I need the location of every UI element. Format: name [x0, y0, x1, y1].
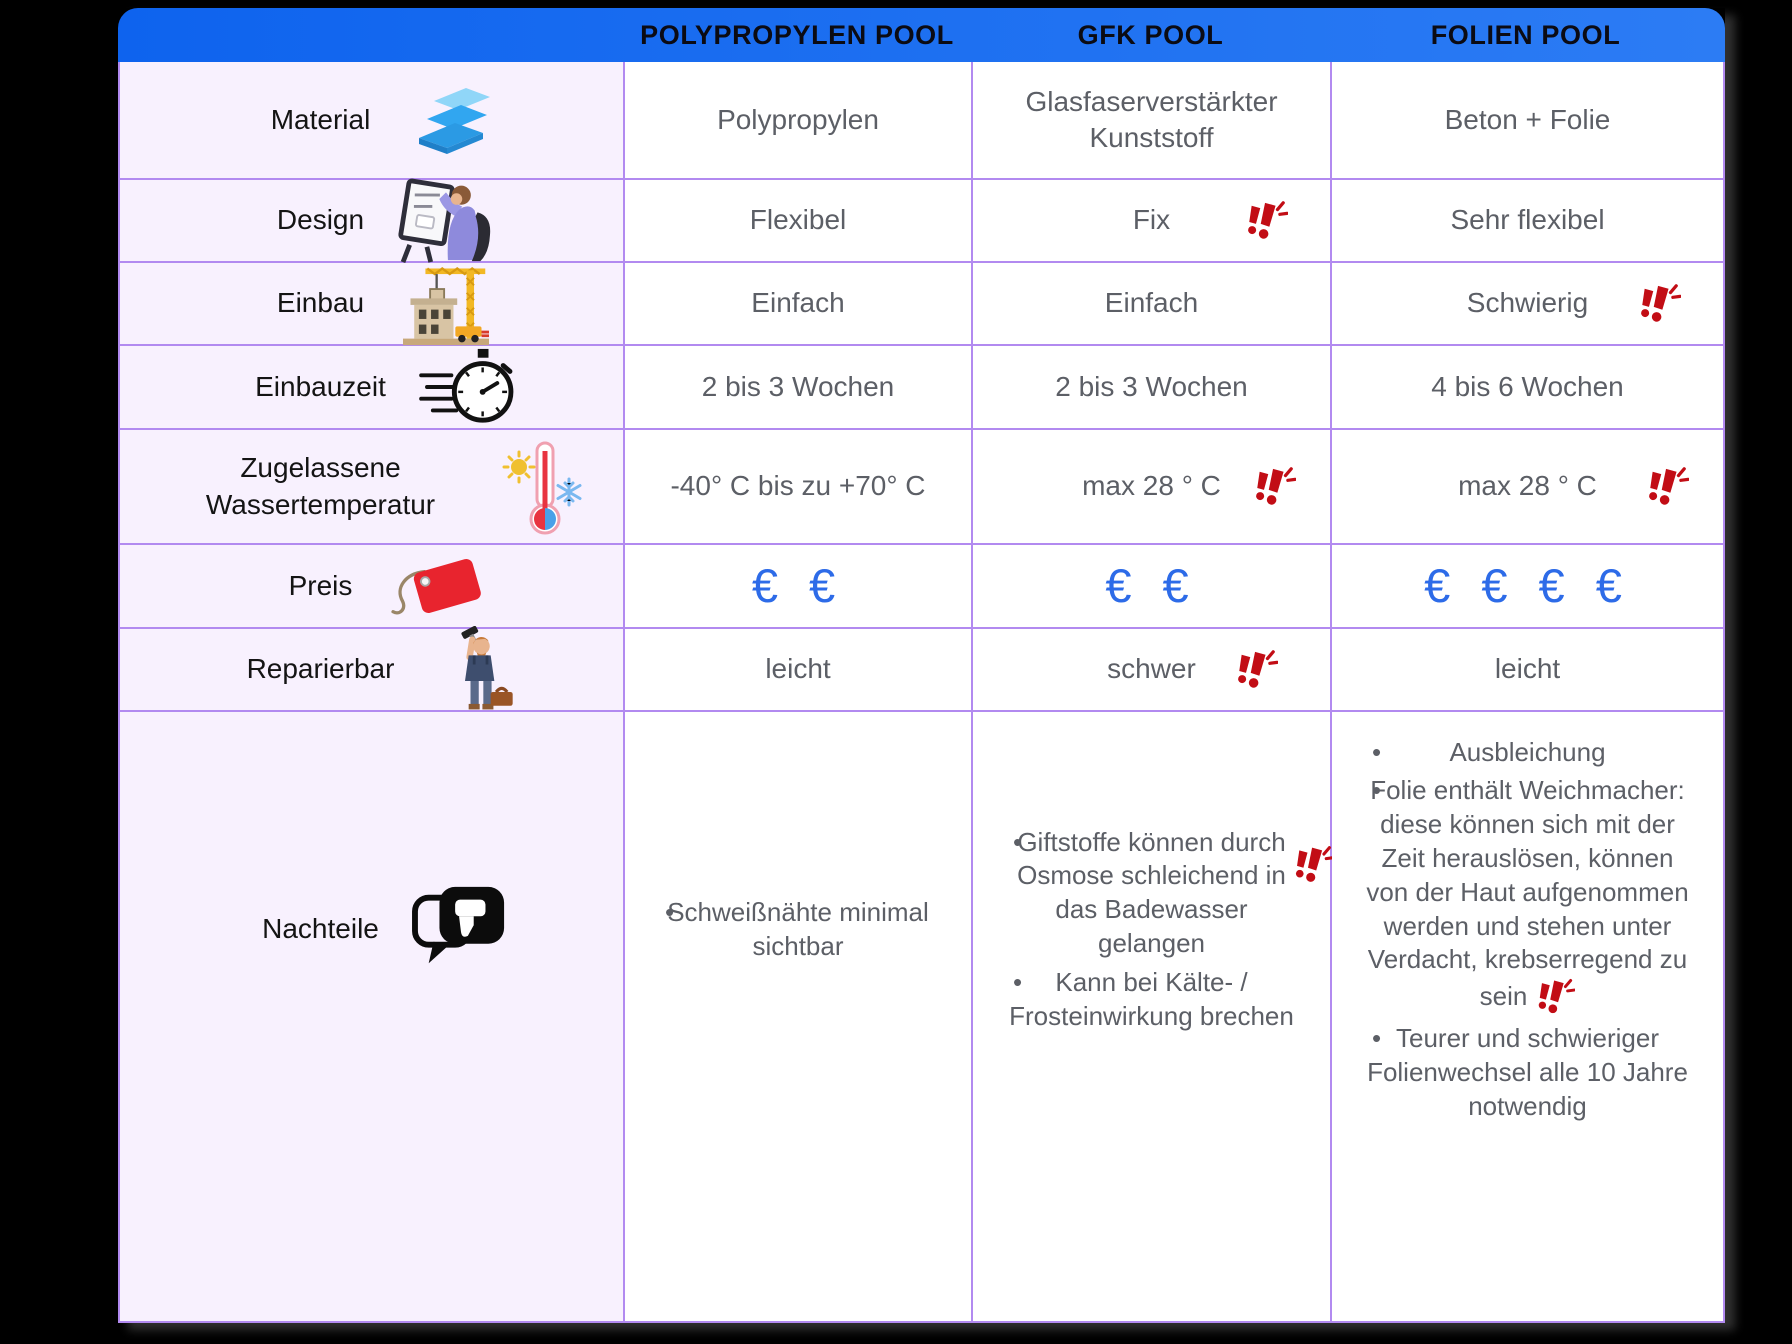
cell-preis-polypropylen: [625, 545, 971, 627]
cell-text: Einfach: [1104, 287, 1199, 319]
header-folien-pool: FOLIEN POOL: [1430, 19, 1621, 50]
row-label-einbauzeit: [120, 346, 623, 428]
row-label-material: [120, 62, 623, 178]
price-euros: € €: [1105, 559, 1198, 613]
cell-wassertemperatur-folien: [1332, 430, 1723, 543]
cell-text: Schwierig: [1466, 287, 1589, 319]
nachteil-text: Schweißnähte minimal sichtbar: [667, 896, 929, 961]
header-polypropylen-pool: POLYPROPYLEN POOL: [640, 19, 954, 50]
cell-einbau-gfk: [973, 263, 1330, 344]
cell-text: 2 bis 3 Wochen: [1055, 370, 1248, 402]
cell-design-folien: [1332, 180, 1723, 261]
cell-text: Einfach: [751, 287, 845, 319]
nachteil-text: Ausbleichung: [1449, 736, 1606, 767]
row-label-preis: [120, 545, 623, 627]
price-euros: € € € €: [1424, 559, 1631, 613]
row-label-reparierbar: [120, 629, 623, 710]
red-price-tag-icon: [378, 546, 490, 626]
nachteil-item: [625, 896, 971, 964]
header-gfk-pool: GFK POOL: [1077, 19, 1224, 50]
table-header: [118, 8, 1725, 62]
cell-material-folien: [1332, 62, 1723, 178]
thermometer-sun-snowflake-icon: [487, 439, 599, 535]
cell-reparierbar-gfk: [973, 629, 1330, 710]
cell-text: Sehr flexibel: [1450, 204, 1605, 236]
einbauzeit-label: Einbauzeit: [255, 370, 386, 402]
cell-text: Beton + Folie: [1444, 103, 1611, 135]
cell-text: schwer: [1107, 653, 1196, 685]
cell-einbau-polypropylen: [625, 263, 971, 344]
wassertemperatur-label: Zugelassene Wassertemperatur: [205, 452, 436, 520]
cell-preis-folien: [1332, 545, 1723, 627]
speeding-stopwatch-icon: [412, 346, 524, 428]
nachteil-text: Giftstoffe können durch Osmose schleichend in das Badewasser gelangen: [1017, 826, 1286, 958]
row-label-einbau: [120, 263, 623, 344]
construction-crane-illustration: [390, 261, 502, 347]
table-body: [118, 62, 1725, 1323]
cell-text: max 28 ° C: [1082, 470, 1221, 502]
cell-preis-gfk: [973, 545, 1330, 627]
cell-reparierbar-folien: [1332, 629, 1723, 710]
nachteil-text: Folie enthält Weichmacher: diese können sich mit der Zeit herauslösen, können von der Haut aufgenommen werden und stehen unter Verdacht, krebserregend zu sein: [1366, 775, 1689, 1012]
row-label-design: [120, 180, 623, 261]
nachteil-item: [1332, 774, 1723, 1017]
warning-icon: [1637, 282, 1681, 326]
row-label-wassertemperatur: [120, 430, 623, 543]
design-label: Design: [276, 204, 365, 236]
nachteil-text: Kann bei Kälte- / Frosteinwirkung brechen: [1009, 966, 1294, 1031]
cell-text: -40° C bis zu +70° C: [670, 470, 926, 502]
preis-label: Preis: [288, 569, 353, 601]
pool-comparison-table: [118, 8, 1725, 1323]
warning-icon: [1645, 465, 1689, 509]
einbau-label: Einbau: [276, 287, 365, 319]
cell-text: Fix: [1132, 204, 1171, 236]
warning-icon: [1292, 844, 1334, 886]
nachteile-list-gfk: [973, 821, 1330, 1039]
architect-drawing-illustration: [390, 178, 502, 264]
cell-material-polypropylen: [625, 62, 971, 178]
nachteil-text: Teurer und schwieriger Folienwechsel alle 10 Jahre notwendig: [1367, 1023, 1688, 1121]
cell-einbauzeit-polypropylen: [625, 346, 971, 428]
nachteil-item: [973, 826, 1330, 961]
cell-text: max 28 ° C: [1458, 470, 1597, 502]
thumbs-down-speech-bubble-icon: [405, 883, 517, 977]
cell-wassertemperatur-gfk: [973, 430, 1330, 543]
price-euros: € €: [751, 559, 845, 613]
nachteil-item: [973, 966, 1330, 1034]
cell-design-polypropylen: [625, 180, 971, 261]
cell-einbauzeit-folien: [1332, 346, 1723, 428]
warning-icon: [1252, 465, 1296, 509]
cell-text: Polypropylen: [717, 103, 879, 135]
cell-text: leicht: [765, 653, 831, 685]
warning-icon: [1535, 977, 1575, 1017]
material-label: Material: [270, 103, 371, 135]
cell-nachteile-gfk: [973, 712, 1330, 1321]
nachteil-item: [1332, 736, 1723, 770]
warning-icon: [1244, 199, 1288, 243]
cell-text: Glasfaserverstärkter Kunststoff: [1025, 85, 1278, 153]
cell-nachteile-polypropylen: [625, 712, 971, 1321]
cell-material-gfk: [973, 62, 1330, 178]
cell-text: Flexibel: [749, 204, 847, 236]
cell-design-gfk: [973, 180, 1330, 261]
nachteile-list-polypropylen: [625, 891, 971, 969]
cell-reparierbar-polypropylen: [625, 629, 971, 710]
repairman-illustration: [420, 626, 532, 714]
cell-einbauzeit-gfk: [973, 346, 1330, 428]
cell-wassertemperatur-polypropylen: [625, 430, 971, 543]
layered-sheets-icon: [396, 83, 508, 157]
cell-text: 2 bis 3 Wochen: [701, 370, 895, 402]
cell-nachteile-folien: [1332, 712, 1723, 1321]
cell-text: leicht: [1494, 653, 1561, 685]
reparierbar-label: Reparierbar: [246, 653, 395, 685]
cell-text: 4 bis 6 Wochen: [1431, 370, 1624, 402]
nachteil-item: [1332, 1022, 1723, 1123]
nachteile-label: Nachteile: [262, 913, 379, 945]
nachteile-list-folien: [1332, 731, 1723, 1129]
row-label-nachteile: [120, 712, 623, 1321]
warning-icon: [1234, 648, 1278, 692]
cell-einbau-folien: [1332, 263, 1723, 344]
